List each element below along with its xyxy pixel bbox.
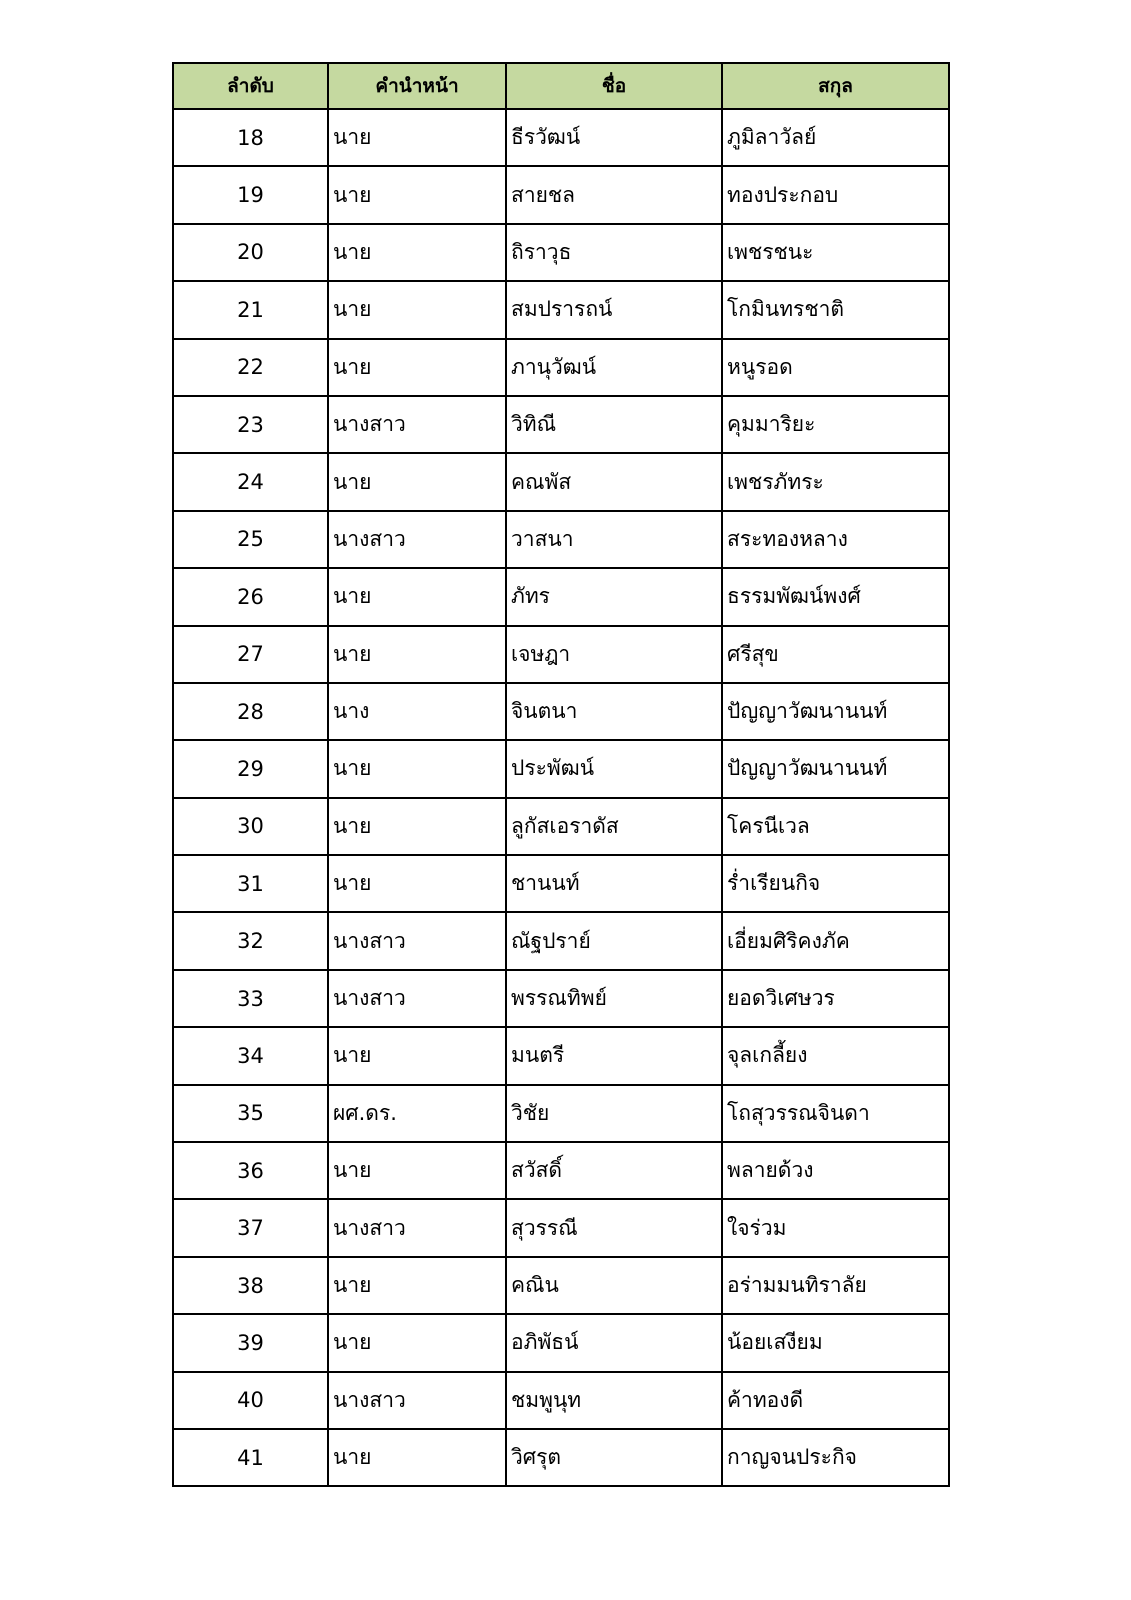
cell-last-name: ธรรมพัฒน์พงศ์ xyxy=(722,568,949,625)
table-header xyxy=(173,63,949,109)
table-row xyxy=(173,798,949,855)
cell-last-name: เพชรภัทระ xyxy=(722,453,949,510)
table-row xyxy=(173,1199,949,1256)
cell-first-name: ชมพูนุท xyxy=(506,1372,722,1429)
cell-last-name: ภูมิลาวัลย์ xyxy=(722,109,949,166)
table-row xyxy=(173,511,949,568)
cell-first-name: วิศรุต xyxy=(506,1429,722,1486)
table-row xyxy=(173,1372,949,1429)
cell-no: 40 xyxy=(173,1372,328,1429)
header-last-name: สกุล xyxy=(722,63,949,109)
cell-last-name: พลายด้วง xyxy=(722,1142,949,1199)
cell-first-name: ชานนท์ xyxy=(506,855,722,912)
cell-title: นาย xyxy=(328,1314,506,1371)
cell-no: 30 xyxy=(173,798,328,855)
cell-last-name: ศรีสุข xyxy=(722,626,949,683)
cell-no: 41 xyxy=(173,1429,328,1486)
cell-last-name: สระทองหลาง xyxy=(722,511,949,568)
table-row xyxy=(173,626,949,683)
cell-last-name: ปัญญาวัฒนานนท์ xyxy=(722,683,949,740)
cell-last-name: เพชรชนะ xyxy=(722,224,949,281)
cell-title: นาย xyxy=(328,855,506,912)
cell-no: 21 xyxy=(173,281,328,338)
cell-title: นางสาว xyxy=(328,912,506,969)
cell-title: นางสาว xyxy=(328,396,506,453)
cell-last-name: คุมมาริยะ xyxy=(722,396,949,453)
table-row xyxy=(173,1314,949,1371)
cell-last-name: ค้าทองดี xyxy=(722,1372,949,1429)
table-row xyxy=(173,224,949,281)
cell-last-name: ยอดวิเศษวร xyxy=(722,970,949,1027)
cell-title: นาย xyxy=(328,568,506,625)
table-row xyxy=(173,1429,949,1486)
cell-last-name: กาญจนประกิจ xyxy=(722,1429,949,1486)
cell-first-name: วิชัย xyxy=(506,1085,722,1142)
header-title: คำนำหน้า xyxy=(328,63,506,109)
table-row xyxy=(173,568,949,625)
cell-no: 25 xyxy=(173,511,328,568)
cell-last-name: เอี่ยมศิริคงภัค xyxy=(722,912,949,969)
cell-no: 22 xyxy=(173,339,328,396)
cell-last-name: ทองประกอบ xyxy=(722,166,949,223)
table-row xyxy=(173,453,949,510)
cell-first-name: สายชล xyxy=(506,166,722,223)
cell-first-name: อภิพัธน์ xyxy=(506,1314,722,1371)
cell-no: 31 xyxy=(173,855,328,912)
table-row xyxy=(173,396,949,453)
cell-title: นาย xyxy=(328,453,506,510)
cell-title: นาย xyxy=(328,281,506,338)
cell-no: 24 xyxy=(173,453,328,510)
table-row xyxy=(173,109,949,166)
table-row xyxy=(173,912,949,969)
cell-title: นางสาว xyxy=(328,1199,506,1256)
cell-first-name: ธีรวัฒน์ xyxy=(506,109,722,166)
cell-no: 26 xyxy=(173,568,328,625)
cell-title: นาย xyxy=(328,1027,506,1084)
cell-title: นางสาว xyxy=(328,511,506,568)
cell-first-name: ภานุวัฒน์ xyxy=(506,339,722,396)
table-row xyxy=(173,166,949,223)
cell-no: 35 xyxy=(173,1085,328,1142)
cell-title: นาย xyxy=(328,109,506,166)
cell-title: นางสาว xyxy=(328,1372,506,1429)
name-list-table xyxy=(172,62,950,1487)
cell-title: นาย xyxy=(328,166,506,223)
cell-first-name: เจษฎา xyxy=(506,626,722,683)
cell-title: นาย xyxy=(328,798,506,855)
cell-first-name: สุวรรณี xyxy=(506,1199,722,1256)
cell-no: 39 xyxy=(173,1314,328,1371)
cell-first-name: คณพัส xyxy=(506,453,722,510)
cell-no: 36 xyxy=(173,1142,328,1199)
table-row xyxy=(173,740,949,797)
cell-no: 34 xyxy=(173,1027,328,1084)
cell-no: 38 xyxy=(173,1257,328,1314)
cell-title: นาย xyxy=(328,740,506,797)
cell-title: นาย xyxy=(328,626,506,683)
table-row xyxy=(173,281,949,338)
cell-last-name: ร่ำเรียนกิจ xyxy=(722,855,949,912)
cell-first-name: ถิราวุธ xyxy=(506,224,722,281)
cell-title: นาย xyxy=(328,1142,506,1199)
table-row xyxy=(173,855,949,912)
cell-last-name: โครนีเวล xyxy=(722,798,949,855)
cell-no: 29 xyxy=(173,740,328,797)
cell-no: 18 xyxy=(173,109,328,166)
cell-title: นาง xyxy=(328,683,506,740)
cell-first-name: มนตรี xyxy=(506,1027,722,1084)
cell-first-name: วาสนา xyxy=(506,511,722,568)
table-row xyxy=(173,1027,949,1084)
cell-first-name: พรรณทิพย์ xyxy=(506,970,722,1027)
table-row xyxy=(173,970,949,1027)
table-row xyxy=(173,683,949,740)
cell-first-name: จินตนา xyxy=(506,683,722,740)
table-row xyxy=(173,339,949,396)
cell-first-name: ลูกัสเอราดัส xyxy=(506,798,722,855)
cell-title: นาย xyxy=(328,1257,506,1314)
cell-last-name: น้อยเสงียม xyxy=(722,1314,949,1371)
table-row xyxy=(173,1085,949,1142)
cell-first-name: ภัทร xyxy=(506,568,722,625)
cell-title: นาย xyxy=(328,1429,506,1486)
cell-no: 20 xyxy=(173,224,328,281)
table-body xyxy=(173,109,949,1486)
cell-title: นาย xyxy=(328,224,506,281)
cell-title: นาย xyxy=(328,339,506,396)
cell-no: 33 xyxy=(173,970,328,1027)
header-no: ลำดับ xyxy=(173,63,328,109)
cell-first-name: คณิน xyxy=(506,1257,722,1314)
cell-first-name: สมปรารถน์ xyxy=(506,281,722,338)
cell-last-name: ใจร่วม xyxy=(722,1199,949,1256)
cell-last-name: ปัญญาวัฒนานนท์ xyxy=(722,740,949,797)
cell-last-name: หนูรอด xyxy=(722,339,949,396)
cell-no: 27 xyxy=(173,626,328,683)
header-row xyxy=(173,63,949,109)
table-row xyxy=(173,1257,949,1314)
cell-no: 37 xyxy=(173,1199,328,1256)
cell-no: 19 xyxy=(173,166,328,223)
cell-last-name: โถสุวรรณจินดา xyxy=(722,1085,949,1142)
cell-title: ผศ.ดร. xyxy=(328,1085,506,1142)
cell-no: 32 xyxy=(173,912,328,969)
cell-no: 28 xyxy=(173,683,328,740)
cell-first-name: ณัฐปราย์ xyxy=(506,912,722,969)
cell-last-name: อร่ามมนทิราลัย xyxy=(722,1257,949,1314)
cell-last-name: โกมินทรชาติ xyxy=(722,281,949,338)
cell-first-name: ประพัฒน์ xyxy=(506,740,722,797)
cell-last-name: จุลเกลี้ยง xyxy=(722,1027,949,1084)
cell-first-name: วิทิณี xyxy=(506,396,722,453)
cell-no: 23 xyxy=(173,396,328,453)
header-first-name: ชื่อ xyxy=(506,63,722,109)
cell-first-name: สวัสดิ์ xyxy=(506,1142,722,1199)
table-row xyxy=(173,1142,949,1199)
cell-title: นางสาว xyxy=(328,970,506,1027)
